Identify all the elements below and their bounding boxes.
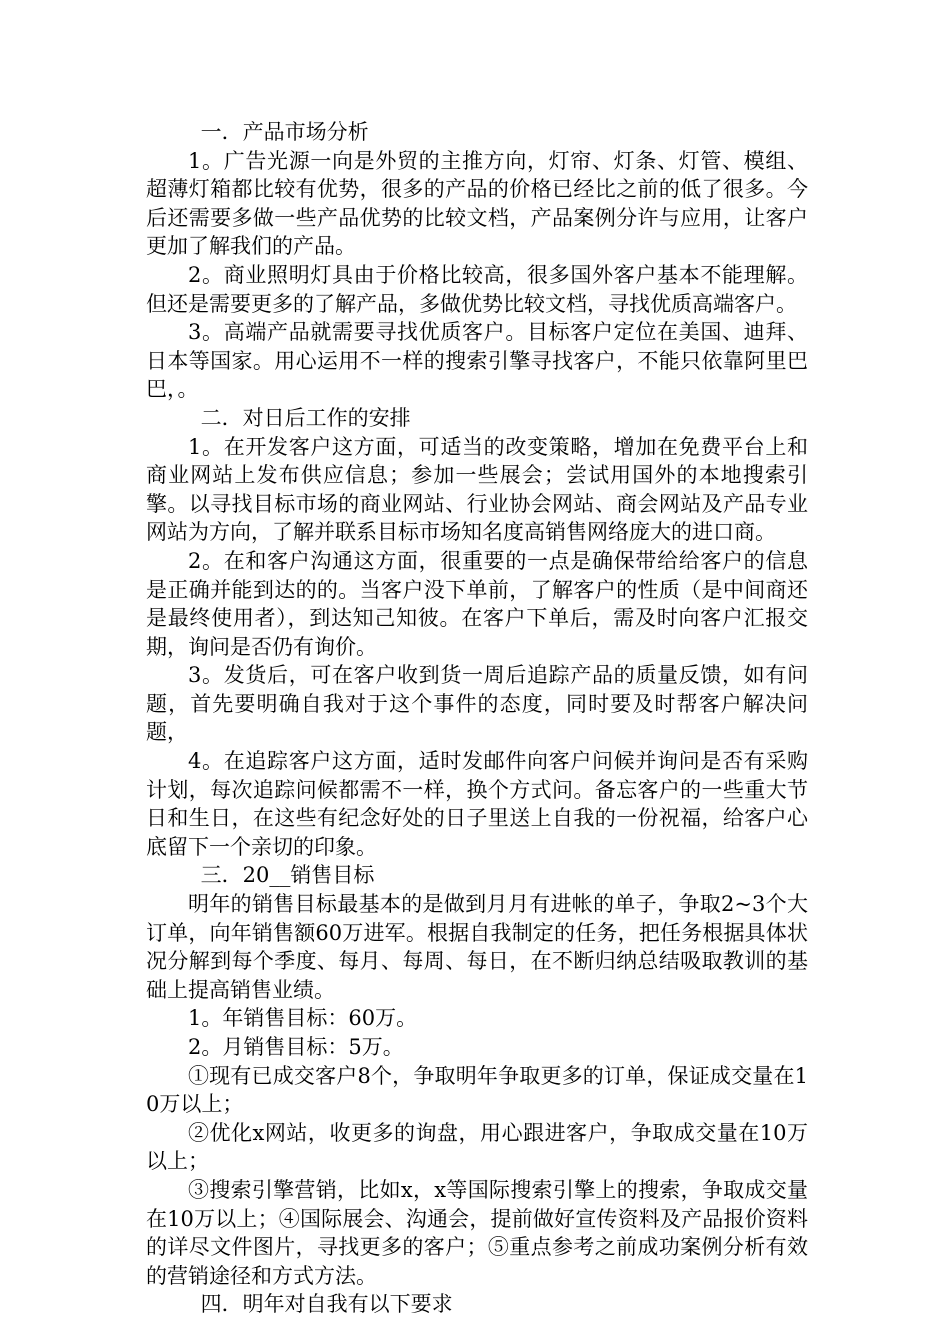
paragraph-search-engine-marketing: ③搜索引擎营销，比如x，x等国际搜索引擎上的搜索，争取成交量在10万以上；④国际展会、沟通会，提前做好宣传资料及产品报价资料的详尽文件图片，寻找更多的客户；⑤重点参考之前成功案例分析有效的营销途径和方式方法。 <box>146 1177 808 1288</box>
paragraph-high-end-products: 3。高端产品就需要寻找优质客户。目标客户定位在美国、迪拜、日本等国家。用心运用不一样的搜索引擎寻找客户，不能只依靠阿里巴巴，。 <box>146 320 808 402</box>
paragraph-sales-target-overview: 明年的销售目标最基本的是做到月月有进帐的单子，争取2~3个大订单，向年销售额60万进军。根据自我制定的任务，把任务根据具体状况分解到每个季度、每月、每周、每日，在不断归纳总结吸取教训的基础上提高销售业绩。 <box>146 892 808 1002</box>
document-body <box>146 118 808 1319</box>
paragraph-commercial-lighting: 2。商业照明灯具由于价格比较高，很多国外客户基本不能理解。但还是需要更多的了解产品，多做优势比较文档，寻找优质高端客户。 <box>146 262 808 316</box>
paragraph-monthly-target: 2。月销售目标：5万。 <box>188 1035 404 1059</box>
section-heading-self-requirements: 四．明年对自我有以下要求 <box>200 1292 453 1317</box>
paragraph-annual-target: 1。年销售目标：60万。 <box>188 1006 418 1031</box>
section-heading-market-analysis: 一．产品市场分析 <box>200 120 369 144</box>
paragraph-customer-communication: 2。在和客户沟通这方面，很重要的一点是确保带给给客户的信息是正确并能到达的的。当客户没下单前，了解客户的性质（是中间商还是最终使用者），到达知己知彼。在客户下单后，需及时向客户汇报交期，询问是否仍有询价。 <box>146 548 808 659</box>
paragraph-customer-development: 1。在开发客户这方面，可适当的改变策略，增加在免费平台上和商业网站上发布供应信息；参加一些展会；尝试用国外的本地搜索引擎。以寻找目标市场的商业网站、行业协会网站、商会网站及产品专业网站为方向，了解并联系目标市场知名度高销售网络庞大的进口商。 <box>146 434 808 545</box>
section-heading-work-plan: 二．对日后工作的安排 <box>200 405 411 430</box>
paragraph-advertising-light: 1。广告光源一向是外贸的主推方向，灯帘、灯条、灯管、模组、超薄灯箱都比较有优势，很多的产品的价格已经比之前的低了很多。今后还需要多做一些产品优势的比较文档，产品案例分许与应用，让客户更加了解我们的产品。 <box>146 148 808 259</box>
paragraph-website-optimization: ②优化x网站，收更多的询盘，用心跟进客户，争取成交量在10万以上； <box>146 1120 808 1174</box>
paragraph-customer-follow-up: 4。在追踪客户这方面，适时发邮件向客户问候并询问是否有采购计划，每次追踪问候都需不一样，换个方式问。备忘客户的一些重大节日和生日，在这些有纪念好处的日子里送上自我的一份祝福，给客户心底留下一个亲切的印象。 <box>146 749 808 859</box>
paragraph-after-shipment: 3。发货后，可在客户收到货一周后追踪产品的质量反馈，如有问题，首先要明确自我对于这个事件的态度，同时要及时帮客户解决问题， <box>146 663 808 745</box>
paragraph-existing-customers: ①现有已成交客户8个，争取明年争取更多的订单，保证成交量在10万以上； <box>146 1063 808 1117</box>
section-heading-sales-target: 三．20__销售目标 <box>200 863 375 888</box>
